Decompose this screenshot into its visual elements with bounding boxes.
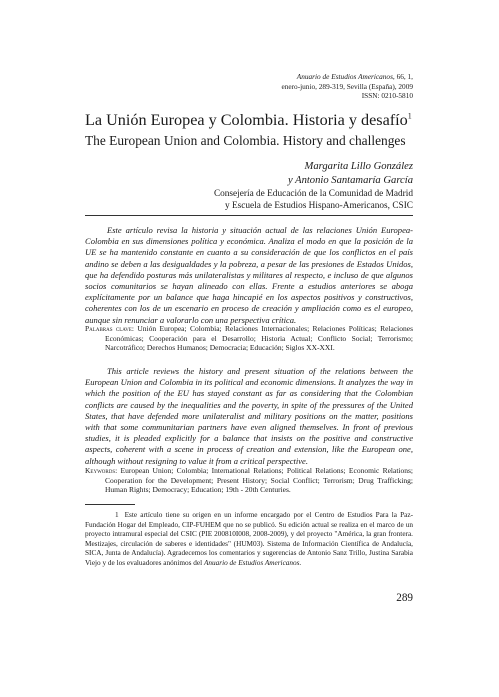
keywords-english-heading: Keywords: — [85, 466, 118, 475]
footnote-marker: 1 — [115, 511, 119, 519]
journal-issn: ISSN: 0210-5810 — [361, 91, 413, 101]
article-title-english: The European Union and Colombia. History and challenges — [85, 133, 406, 148]
affiliation-line-1: Consejería de Educación de la Comunidad de Madrid — [213, 189, 413, 199]
footnote — [85, 511, 413, 569]
header-rule — [85, 215, 413, 216]
footnote-text: Este artículo tiene su origen en un informe encargado por el Centro de Estudios Para la Paz-Fundación Hogar del Empleado, CIP-FUHEM que no se publicó. Su edición actual se realiza en el marco de un proyecto intramural especial del CSIC (PIE 200810I008, 2008-2009), y del proyecto "América, la gran frontera. Mestizajes, circulación de saberes e identidades" (HUM03). Sistema de Información Científica de Andalucía, SICA, Junta de Andalucía). Agradecemos los comentarios y sugerencias de Antonio Sanz Trillo, Justina Sarabia Viejo y de los evaluadores anónimos del — [85, 511, 413, 567]
affiliation — [214, 189, 413, 212]
keywords-spanish-text: Unión Europea; Colombia; Relaciones Internacionales; Relaciones Políticas; Relaciones Económicas; Cooperación para el Desarrollo; Historia Actual; Conflicto Social; Terrorismo; Narcotráfico; Derechos Humanos; Democracia; Educación; Siglos XX-XXI. — [105, 324, 413, 353]
journal-volume: , 66, 1, — [392, 72, 413, 81]
title-footnote-marker[interactable]: 1 — [407, 111, 412, 121]
author-2: y Antonio Santamaría García — [287, 174, 413, 186]
footnote-separator — [85, 504, 135, 505]
keywords-spanish — [85, 324, 413, 353]
footnote-journal-name: Anuario de Estudios Americanos. — [203, 558, 302, 567]
journal-line-1 — [281, 72, 413, 82]
journal-line-2: enero-junio, 289-319, Sevilla (España), 2009 — [281, 81, 413, 91]
article-title-spanish — [85, 111, 412, 130]
authors — [288, 160, 413, 187]
journal-citation — [281, 72, 413, 101]
author-1: Margarita Lillo González — [304, 161, 413, 172]
keywords-spanish-heading: Palabras clave: — [85, 324, 134, 333]
keywords-english-text: European Union; Colombia; International Relations; Political Relations; Economic Relations; Cooperation for the Development; Present History; Social Conflict; Terrorism; Drug Trafficking; Human Rights; Democracy; Education; 19th - 20th Centuries. — [105, 466, 414, 495]
affiliation-line-2: y Escuela de Estudios Hispano-Americanos, CSIC — [225, 200, 413, 211]
page-number: 289 — [396, 592, 413, 604]
keywords-english — [85, 466, 413, 495]
title-spanish-text: La Unión Europea y Colombia. Historia y desafío — [85, 111, 408, 129]
journal-name: Anuario de Estudios Americanos — [296, 72, 393, 81]
abstract-spanish: Este artículo revisa la historia y situación actual de las relaciones Unión Europea-Colombia en sus dimensiones política y económica. Analiza el modo en que la posición de la UE se ha mantenido constante en cuanto a su consideración de que los conflictos en el país andino se deben a las desigualdades y la pobreza, a pesar de las presiones de Estados Unidos, que ha defendido posturas más unilateralistas y militares al respecto, e incluso de que algunos socios comunitarios se hayan alineado con ellas. Frente a estudios anteriores se aboga explícitamente por un balance que haga hincapié en los aspectos positivos y constructivos, coherentes con los de un escenario en proceso de creación y ampliación como es el europeo, aunque sin renunciar a valorarlo con una perspectiva crítica. — [85, 225, 413, 325]
abstract-english: This article reviews the history and present situation of the relations between the European Union and Colombia in its political and economic dimensions. It analyzes the way in which the position of the EU has stayed constant as far as considering that the Colombian conflicts are caused by the inequalities and the poverty, in spite of the pressures of the United States, that have defended more unilateralist and military positions on the matter, positions with that some communitarian partners have even aligned themselves. In front of previous studies, it is pleaded explicitly for a balance that insists on the positive and constructive aspects, coherent with a scene in process of creation and extension, like the European one, although without resigning to value it from a critical perspective. — [85, 366, 413, 466]
